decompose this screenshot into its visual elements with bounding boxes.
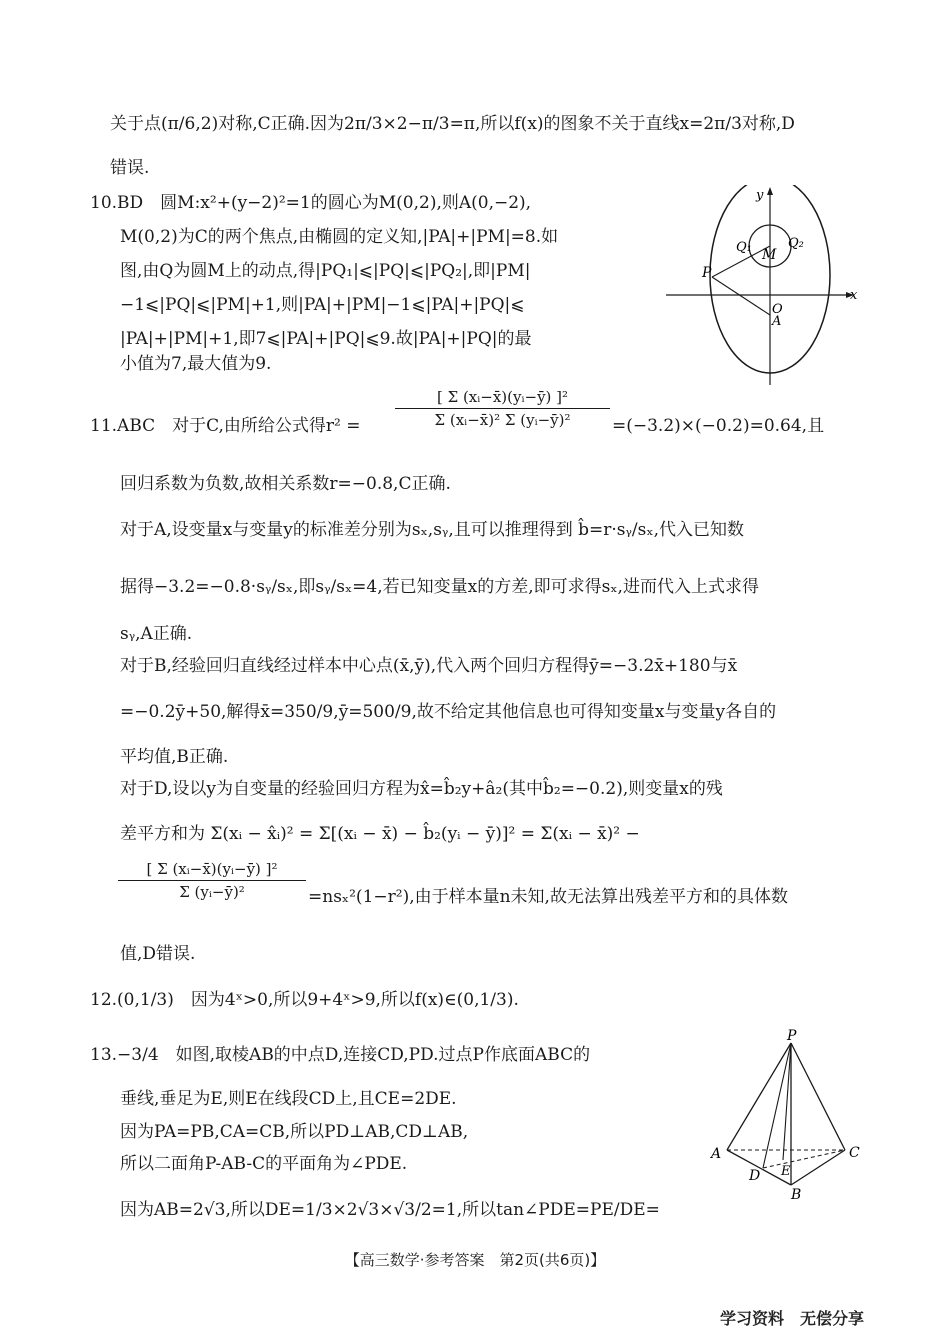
- q11-d-fraction: [118, 860, 306, 901]
- label-y: y: [756, 188, 764, 203]
- q11-frac-num: [ Σ (xᵢ−x̄)(yᵢ−ȳ) ]²: [436, 388, 569, 406]
- q11-line-6: 对于B,经验回归直线经过样本中心点(x̄,ȳ),代入两个回归方程得ȳ=−3.2x̄+180与x̄: [120, 656, 738, 676]
- q11-head: 11.ABC 对于C,由所给公式得r² =: [90, 416, 361, 436]
- q11-line-11-tail: =nsₓ²(1−r²),由于样本量n未知,故无法算出残差平方和的具体数: [308, 887, 788, 907]
- text-line-1: 关于点(π/6,2)对称,C正确.因为2π/3×2−π/3=π,所以f(x)的图象不关于直线x=2π/3对称,D: [110, 114, 795, 134]
- label-p: P: [702, 265, 712, 281]
- label-a: A: [711, 1146, 722, 1162]
- q13-line-5: 因为AB=2√3,所以DE=1/3×2√3×√3/2=1,所以tan∠PDE=PE/DE=: [120, 1200, 660, 1220]
- q10-line-4: −1⩽|PQ|⩽|PM|+1,则|PA|+|PM|−1⩽|PA|+|PQ|⩽: [120, 295, 525, 315]
- q11-d-frac-num: [ Σ (xᵢ−x̄)(yᵢ−ȳ) ]²: [146, 860, 278, 878]
- label-o: O: [772, 302, 783, 317]
- label-p: P: [787, 1028, 797, 1044]
- q13-line-1: 13.−3/4 如图,取棱AB的中点D,连接CD,PD.过点P作底面ABC的: [90, 1045, 591, 1065]
- page-footer: 【高三数学·参考答案 第2页(共6页)】: [344, 1251, 606, 1269]
- pyramid-figure: [705, 1025, 875, 1205]
- q11-line-2: 回归系数为负数,故相关系数r=−0.8,C正确.: [120, 474, 451, 494]
- q11-line-8: 平均值,B正确.: [120, 747, 229, 767]
- label-a: A: [772, 314, 782, 329]
- q10-line-5: |PA|+|PM|+1,即7⩽|PA|+|PQ|⩽9.故|PA|+|PQ|的最: [120, 329, 532, 349]
- label-q2: Q₂: [788, 236, 804, 251]
- q12-line: 12.(0,1/3) 因为4ˣ>0,所以9+4ˣ>9,所以f(x)∈(0,1/3).: [90, 990, 519, 1010]
- ellipse-figure: [660, 185, 870, 390]
- q10-line-1: 10.BD 圆M:x²+(y−2)²=1的圆心为M(0,2),则A(0,−2),: [90, 193, 532, 213]
- q13-line-3: 因为PA=PB,CA=CB,所以PD⊥AB,CD⊥AB,: [120, 1122, 469, 1142]
- q11-line-3: 对于A,设变量x与变量y的标准差分别为sₓ,sᵧ,且可以推理得到 b̂=r·sᵧ/sₓ,代入已知数: [120, 520, 744, 540]
- q11-line-12: 值,D错误.: [120, 944, 196, 964]
- label-x: x: [850, 288, 858, 303]
- q11-line-9: 对于D,设以y为自变量的经验回归方程为x̂=b̂₂y+â₂(其中b̂₂=−0.2),则变量x的残: [120, 779, 723, 799]
- q13-line-4: 所以二面角P-AB-C的平面角为∠PDE.: [120, 1154, 408, 1174]
- label-c: C: [849, 1145, 860, 1161]
- watermark: 学习资料 无偿分享: [720, 1309, 865, 1326]
- q11-line-7: =−0.2ȳ+50,解得x̄=350/9,ȳ=500/9,故不给定其他信息也可得知变量x与变量y各自的: [120, 702, 777, 722]
- q11-line-4: 据得−3.2=−0.8·sᵧ/sₓ,即sᵧ/sₓ=4,若已知变量x的方差,即可求得sₓ,进而代入上式求得: [120, 577, 759, 597]
- q11-frac-den: Σ (xᵢ−x̄)² Σ (yᵢ−ȳ)²: [395, 408, 610, 429]
- q10-line-6: 小值为7,最大值为9.: [120, 354, 272, 374]
- text-line-2: 错误.: [110, 158, 150, 178]
- label-m: M: [762, 247, 777, 263]
- q10-line-2: M(0,2)为C的两个焦点,由椭圆的定义知,|PA|+|PM|=8.如: [120, 227, 559, 247]
- q11-line-5: sᵧ,A正确.: [120, 624, 193, 644]
- q11-tail: =(−3.2)×(−0.2)=0.64,且: [612, 416, 825, 436]
- label-e: E: [781, 1164, 791, 1179]
- label-b: B: [791, 1187, 802, 1203]
- q10-line-3: 图,由Q为圆M上的动点,得|PQ₁|⩽|PQ|⩽|PQ₂|,即|PM|: [120, 261, 531, 281]
- label-d: D: [749, 1168, 761, 1184]
- q11-line-10: 差平方和为 Σ(xᵢ − x̂ᵢ)² = Σ[(xᵢ − x̄) − b̂₂(yᵢ − ȳ)]² = Σ(xᵢ − x̄)² −: [120, 824, 640, 844]
- q11-d-frac-den: Σ (yᵢ−ȳ)²: [118, 880, 306, 901]
- q13-line-2: 垂线,垂足为E,则E在线段CD上,且CE=2DE.: [120, 1089, 457, 1109]
- q11-fraction: [395, 388, 610, 429]
- label-q1: Q₁: [736, 240, 752, 255]
